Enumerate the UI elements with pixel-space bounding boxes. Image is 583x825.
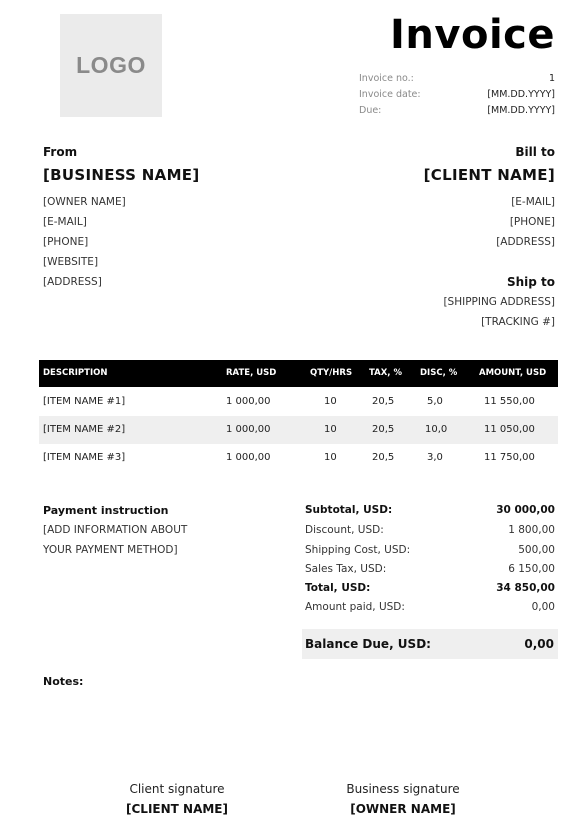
notes-label: Notes: (43, 675, 84, 688)
shipping-address: [SHIPPING ADDRESS] (443, 296, 555, 308)
invoice-number-row (359, 73, 555, 84)
meta-label: Due: (359, 105, 382, 116)
tracking-number: [TRACKING #] (481, 316, 555, 328)
col-rate: RATE, USD (226, 368, 277, 378)
bill-to-phone: [PHONE] (509, 216, 555, 228)
cell-amount: 11 050,00 (484, 424, 535, 435)
client-name: [CLIENT NAME] (423, 166, 555, 184)
shipping-cost-row (305, 544, 555, 556)
business-signature-name: [OWNER NAME] (350, 802, 456, 816)
totals-label: Sales Tax, USD: (305, 563, 387, 575)
meta-label: Invoice no.: (359, 73, 414, 84)
col-qty: QTY/HRS (310, 368, 353, 378)
discount-row (305, 524, 555, 536)
meta-label: Invoice date: (359, 89, 421, 100)
payment-instruction-line: [ADD INFORMATION ABOUT (43, 524, 188, 536)
subtotal-row (305, 504, 555, 516)
ship-to-label: Ship to (506, 275, 555, 289)
totals-value: 30 000,00 (496, 504, 555, 516)
cell-amount: 11 750,00 (484, 452, 535, 463)
cell-qty: 10 (324, 424, 337, 435)
meta-value: 1 (548, 73, 555, 84)
totals-value: 500,00 (518, 544, 555, 556)
cell-disc: 5,0 (427, 396, 443, 407)
totals-label: Subtotal, USD: (305, 504, 393, 516)
totals-value: 34 850,00 (496, 582, 555, 594)
logo-placeholder (60, 14, 162, 117)
client-signature-label: Client signature (129, 782, 225, 796)
cell-disc: 3,0 (427, 452, 443, 463)
cell-qty: 10 (324, 452, 337, 463)
totals-label: Discount, USD: (305, 524, 384, 536)
invoice-date-row (359, 89, 555, 100)
balance-due-row (302, 629, 558, 659)
cell-tax: 20,5 (372, 424, 395, 435)
bill-to-address: [ADDRESS] (496, 236, 555, 248)
from-label: From (43, 145, 78, 159)
logo-text: LOGO (76, 52, 146, 78)
business-name: [BUSINESS NAME] (43, 166, 200, 184)
meta-value: [MM.DD.YYYY] (487, 105, 555, 116)
cell-rate: 1 000,00 (226, 396, 271, 407)
col-tax: TAX, % (369, 368, 402, 378)
cell-tax: 20,5 (372, 396, 395, 407)
from-phone: [PHONE] (43, 236, 89, 248)
table-row (39, 388, 558, 416)
payment-instruction-line: YOUR PAYMENT METHOD] (43, 544, 178, 556)
balance-value: 0,00 (524, 637, 554, 651)
col-disc: DISC, % (420, 368, 458, 378)
totals-label: Amount paid, USD: (305, 601, 405, 613)
from-address: [ADDRESS] (43, 276, 102, 288)
total-row (305, 582, 555, 594)
client-signature-name: [CLIENT NAME] (126, 802, 228, 816)
sales-tax-row (305, 563, 555, 575)
cell-disc: 10,0 (425, 424, 448, 435)
business-signature-label: Business signature (346, 782, 460, 796)
cell-description: [ITEM NAME #2] (43, 424, 126, 435)
totals-value: 1 800,00 (508, 524, 555, 536)
cell-description: [ITEM NAME #1] (43, 396, 126, 407)
balance-label: Balance Due, USD: (305, 637, 431, 651)
payment-instruction-title: Payment instruction (43, 504, 169, 517)
cell-rate: 1 000,00 (226, 424, 271, 435)
from-owner: [OWNER NAME] (43, 196, 126, 208)
col-amount: AMOUNT, USD (479, 368, 547, 378)
col-description: DESCRIPTION (43, 368, 108, 378)
items-table-header (39, 360, 558, 387)
table-row (39, 416, 558, 444)
cell-amount: 11 550,00 (484, 396, 535, 407)
invoice-due-row (359, 105, 555, 116)
cell-qty: 10 (324, 396, 337, 407)
amount-paid-row (305, 601, 555, 613)
totals-value: 6 150,00 (508, 563, 555, 575)
totals-value: 0,00 (531, 601, 555, 613)
from-website: [WEBSITE] (43, 256, 99, 268)
bill-to-email: [E-MAIL] (511, 196, 555, 208)
cell-rate: 1 000,00 (226, 452, 271, 463)
totals-label: Shipping Cost, USD: (305, 544, 411, 556)
invoice-title: Invoice (390, 12, 555, 58)
cell-description: [ITEM NAME #3] (43, 452, 126, 463)
from-email: [E-MAIL] (43, 216, 87, 228)
totals-label: Total, USD: (305, 582, 371, 594)
cell-tax: 20,5 (372, 452, 395, 463)
meta-value: [MM.DD.YYYY] (487, 89, 555, 100)
bill-to-label: Bill to (515, 145, 555, 159)
table-row (39, 444, 558, 472)
